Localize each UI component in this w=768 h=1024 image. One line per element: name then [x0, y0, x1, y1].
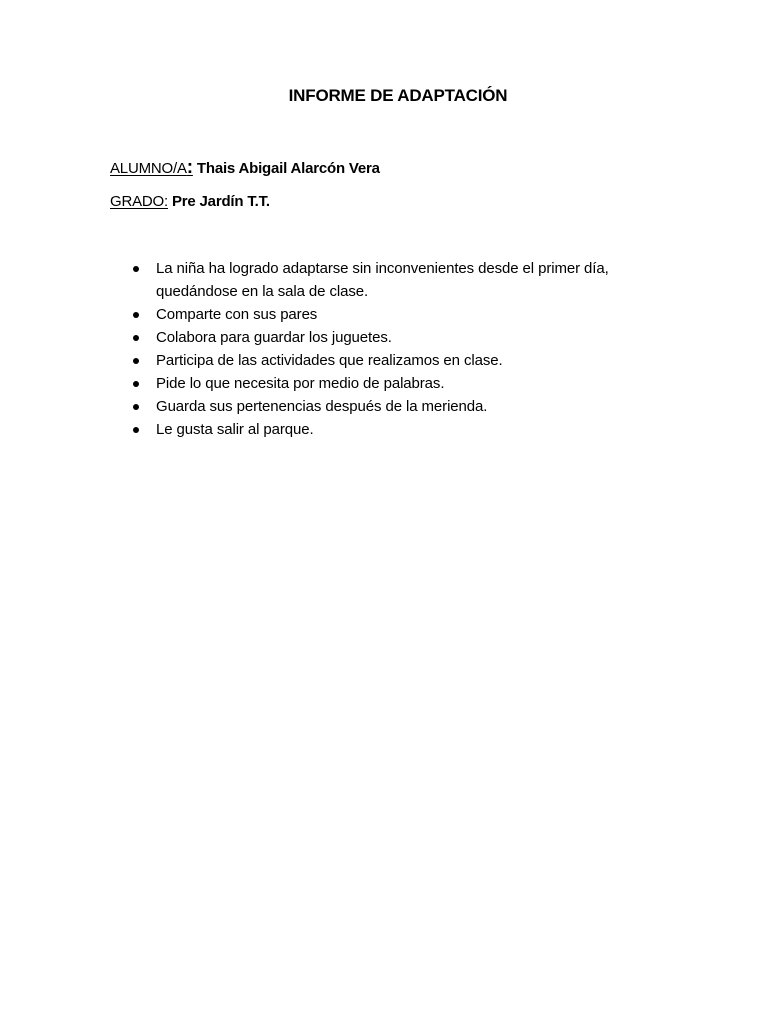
- grade-value: Pre Jardín T.T.: [171, 193, 270, 210]
- list-item: [130, 418, 690, 441]
- list-item: [130, 257, 690, 303]
- bullet-icon: [133, 404, 139, 410]
- bullet-icon: [133, 312, 139, 318]
- grade-field: [110, 193, 270, 210]
- list-item: [130, 303, 690, 326]
- bullet-icon: [133, 427, 139, 433]
- bullet-icon: [133, 358, 139, 364]
- list-item: [130, 395, 690, 418]
- bullet-icon: [133, 381, 139, 387]
- student-label-text: ALUMNO/A: [110, 160, 187, 177]
- student-name: Thais Abigail Alarcón Vera: [196, 160, 380, 177]
- list-item-text: Colabora para guardar los juguetes.: [156, 329, 392, 346]
- student-label: [110, 157, 193, 178]
- bullet-icon: [133, 266, 139, 272]
- document-title: INFORME DE ADAPTACIÓN: [288, 86, 508, 105]
- observations-list: [130, 257, 690, 441]
- bullet-icon: [133, 335, 139, 341]
- list-item: [130, 349, 690, 372]
- list-item-text: Participa de las actividades que realizamos en clase.: [156, 352, 503, 369]
- list-item-text: La niña ha logrado adaptarse sin inconvenientes desde el primer día, quedándose en la sala de clase.: [156, 260, 609, 300]
- list-item-text: Comparte con sus pares: [156, 306, 318, 323]
- list-item: [130, 372, 690, 395]
- student-label-colon: :: [186, 157, 193, 178]
- list-item-text: Guarda sus pertenencias después de la merienda.: [156, 398, 488, 415]
- grade-label: GRADO:: [110, 193, 168, 210]
- list-item-text: Pide lo que necesita por medio de palabras.: [156, 375, 445, 392]
- list-item: [130, 326, 690, 349]
- list-item-text: Le gusta salir al parque.: [156, 421, 314, 438]
- student-field: [110, 157, 380, 179]
